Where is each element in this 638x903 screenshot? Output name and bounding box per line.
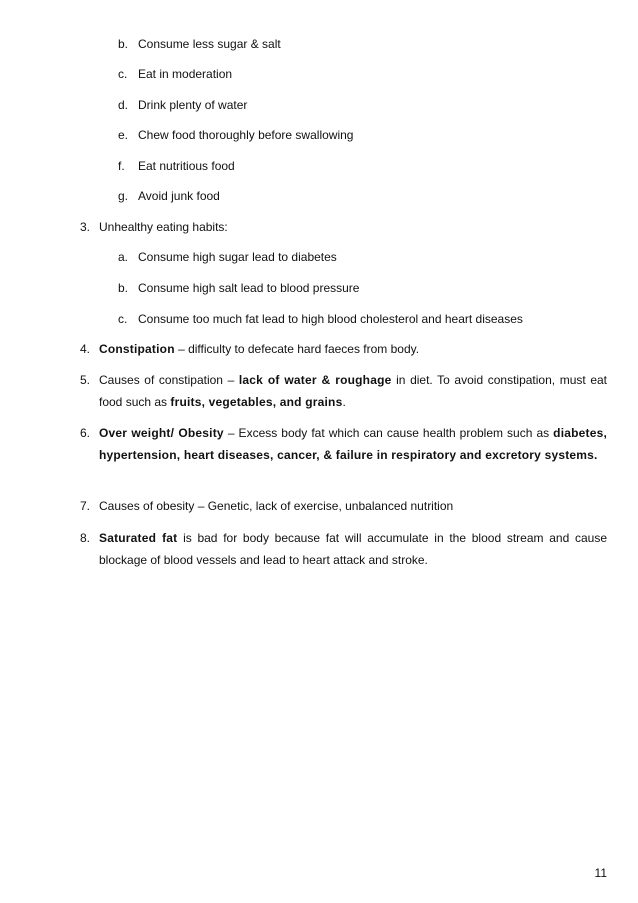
list-item-text: Consume high sugar lead to diabetes [138, 250, 337, 264]
key-term: Constipation [99, 342, 175, 356]
list-item-text: Chew food thoroughly before swallowing [138, 128, 354, 142]
item-text: – Excess body fat which can cause health problem such as [223, 426, 554, 440]
item-number: 3. [80, 220, 91, 234]
item-title: Unhealthy eating habits: [99, 220, 228, 234]
item-text: Causes of constipation – [99, 373, 239, 387]
item-number: 6. [80, 426, 91, 440]
key-term: Saturated fat [99, 531, 178, 545]
list-marker: c. [118, 312, 128, 326]
list-item-text: Consume less sugar & salt [138, 37, 281, 51]
list-marker: b. [118, 281, 129, 295]
list-marker: g. [118, 189, 129, 203]
item-number: 8. [80, 531, 91, 545]
item-text: Causes of obesity – Genetic, lack of exercise, unbalanced nutrition [99, 499, 454, 513]
list-item-text: Consume high salt lead to blood pressure [138, 281, 360, 295]
list-marker: b. [118, 37, 129, 51]
list-marker: c. [118, 67, 128, 81]
key-term: Over weight/ Obesity [99, 426, 224, 440]
page-number: 11 [594, 866, 607, 880]
key-term: diabetes, hypertension, heart diseases, cancer, & failure in respiratory and excretory systems. [99, 426, 607, 462]
list-marker: a. [118, 250, 129, 264]
list-marker: d. [118, 98, 129, 112]
list-item-text: Eat in moderation [138, 67, 233, 81]
list-item-text: Drink plenty of water [138, 98, 248, 112]
item-number: 4. [80, 342, 91, 356]
item-paragraph [99, 422, 607, 466]
item-number: 7. [80, 499, 91, 513]
item-text: . [342, 395, 346, 409]
item-paragraph [99, 527, 607, 571]
list-marker: f. [118, 159, 125, 173]
key-term: fruits, vegetables, and grains [170, 395, 343, 409]
list-item-text: Avoid junk food [138, 189, 220, 203]
list-marker: e. [118, 128, 129, 142]
item-text: is bad for body because fat will accumulate in the blood stream and cause blockage of blood vessels and lead to heart attack and stroke. [99, 531, 607, 567]
item-text [99, 341, 419, 357]
key-term: lack of water & roughage [238, 373, 392, 387]
item-text: in diet. To avoid constipation, must eat food such as [99, 373, 608, 409]
list-item-text: Consume too much fat lead to high blood cholesterol and heart diseases [138, 312, 523, 326]
item-paragraph [99, 369, 607, 413]
definition-text: – difficulty to defecate hard faeces from body. [174, 342, 420, 356]
list-item-text: Eat nutritious food [138, 159, 235, 173]
item-number: 5. [80, 373, 91, 387]
